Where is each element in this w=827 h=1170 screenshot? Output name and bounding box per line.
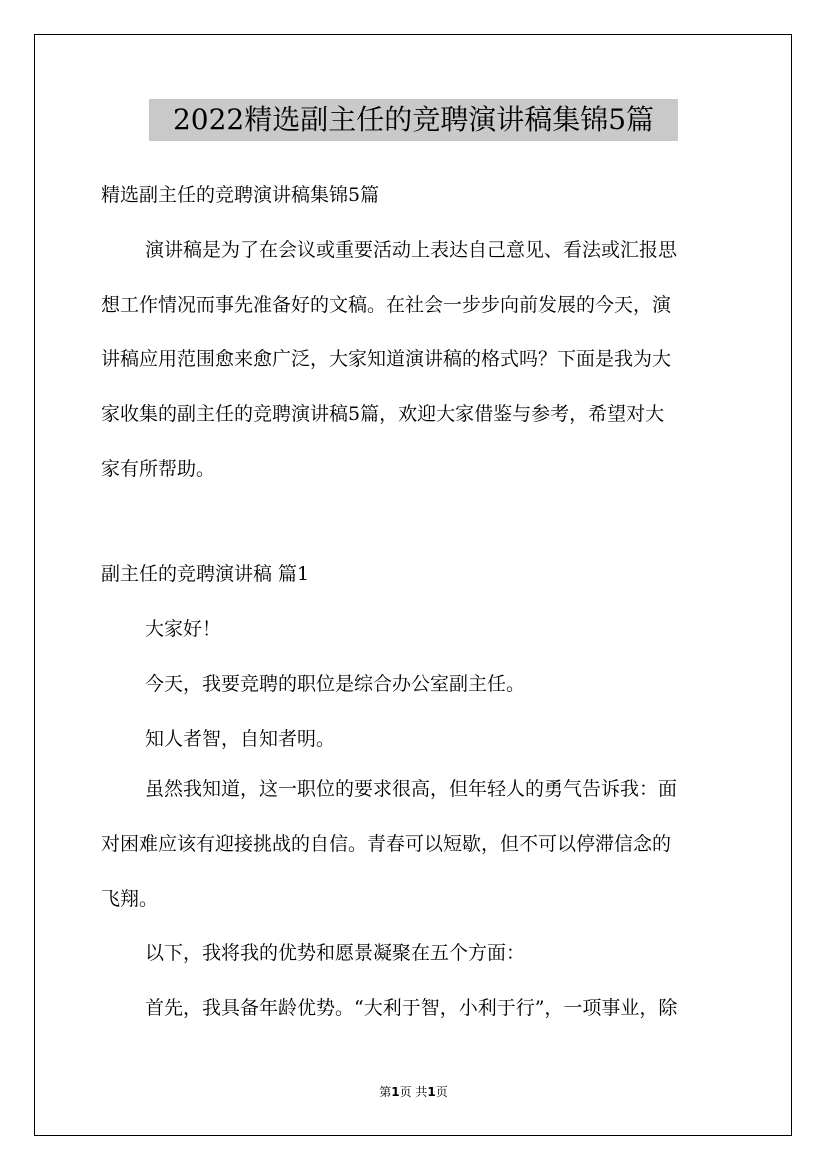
body-line-8: 首先，我具备年龄优势。“大利于智，小利于行”，一项事业，除 xyxy=(145,997,678,1019)
section-heading: 副主任的竞聘演讲稿 篇1 xyxy=(101,563,310,585)
body-line-6: 飞翔。 xyxy=(101,888,159,910)
page-mid: 页 共 xyxy=(399,1085,428,1099)
body-line-2: 今天，我要竞聘的职位是综合办公室副主任。 xyxy=(145,673,526,695)
page-prefix: 第 xyxy=(379,1085,392,1099)
page-current-number: 1 xyxy=(391,1085,400,1099)
intro-line-5: 家有所帮助。 xyxy=(101,458,216,480)
document-subtitle: 精选副主任的竞聘演讲稿集锦5篇 xyxy=(101,184,380,206)
body-line-3: 知人者智，自知者明。 xyxy=(145,728,336,750)
page-footer xyxy=(0,1083,827,1100)
intro-line-4: 家收集的副主任的竞聘演讲稿5篇，欢迎大家借鉴与参考，希望对大 xyxy=(101,403,665,425)
intro-line-3: 讲稿应用范围愈来愈广泛，大家知道演讲稿的格式吗？下面是我为大 xyxy=(101,348,672,370)
body-line-7: 以下，我将我的优势和愿景凝聚在五个方面： xyxy=(145,942,526,964)
body-line-5: 对困难应该有迎接挑战的自信。青春可以短歇，但不可以停滞信念的 xyxy=(101,833,672,855)
intro-line-1: 演讲稿是为了在会议或重要活动上表达自己意见、看法或汇报思 xyxy=(145,239,678,261)
intro-line-2: 想工作情况而事先准备好的文稿。在社会一步步向前发展的今天，演 xyxy=(101,294,672,316)
page-total-number: 1 xyxy=(427,1085,436,1099)
body-line-1: 大家好！ xyxy=(145,618,222,640)
body-line-4: 虽然我知道，这一职位的要求很高，但年轻人的勇气告诉我：面 xyxy=(145,778,678,800)
page-suffix: 页 xyxy=(435,1085,448,1099)
document-title: 2022精选副主任的竞聘演讲稿集锦5篇 xyxy=(149,99,678,141)
